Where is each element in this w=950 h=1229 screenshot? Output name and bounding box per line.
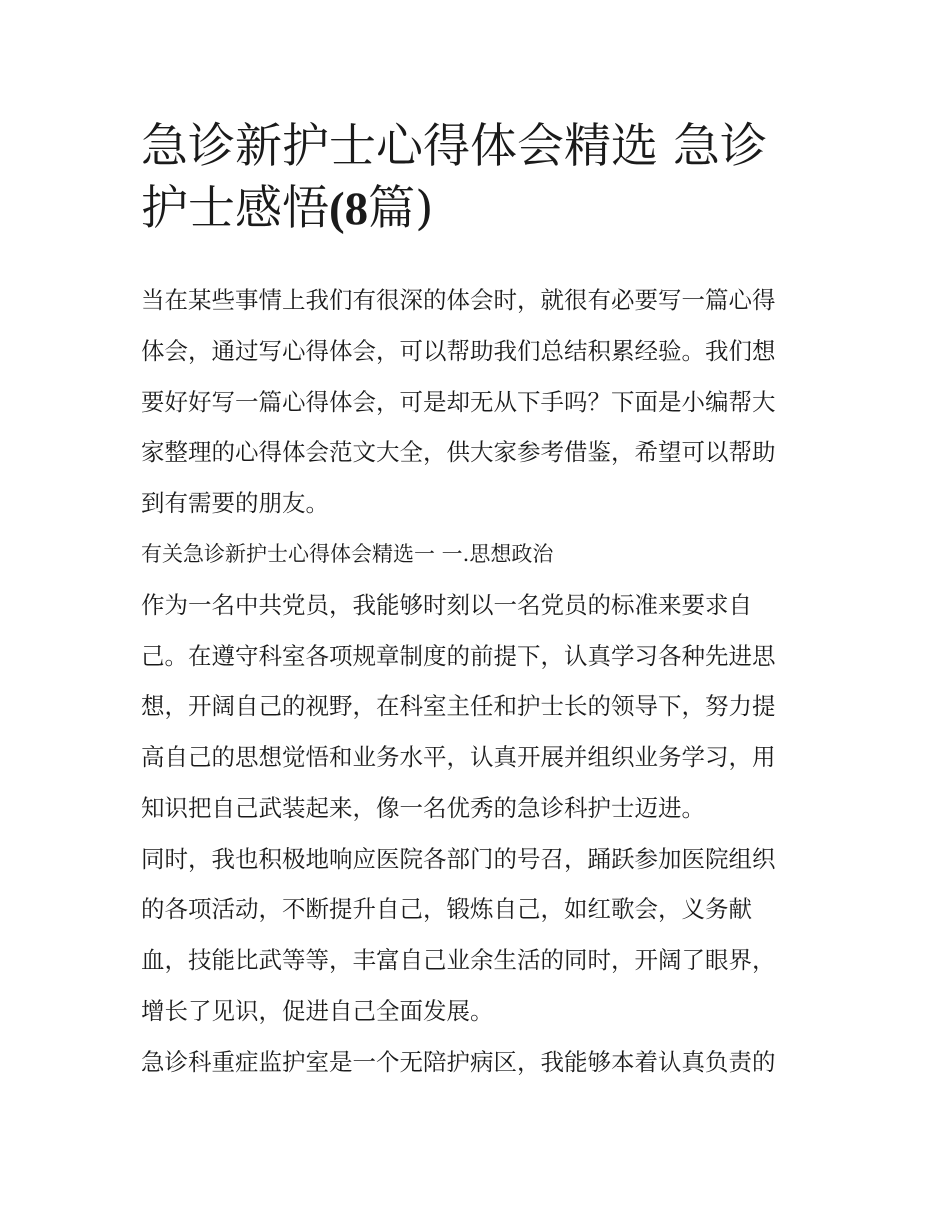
paragraph-1-line: 高自己的思想觉悟和业务水平，认真开展并组织业务学习，用: [141, 743, 776, 771]
intro-line: 体会，通过写心得体会，可以帮助我们总结积累经验。我们想: [141, 337, 776, 365]
title-line-2-prefix: 护士感悟: [141, 181, 329, 236]
paragraph-1-line: 知识把自己武装起来，像一名优秀的急诊科护士迈进。: [141, 794, 705, 822]
paragraph-2-line: 血，技能比武等等，丰富自己业余生活的同时，开阔了眼界，: [141, 946, 776, 974]
paragraph-2-line: 同时，我也积极地响应医院各部门的号召，踊跃参加医院组织: [141, 845, 776, 873]
paragraph-1-line: 作为一名中共党员，我能够时刻以一名党员的标准来要求自: [141, 591, 752, 619]
title-line-2-number: (8: [329, 183, 369, 235]
intro-line: 家整理的心得体会范文大全，供大家参考借鉴，希望可以帮助: [141, 438, 776, 466]
paragraph-3-line: 急诊科重症监护室是一个无陪护病区，我能够本着认真负责的: [141, 1048, 776, 1076]
intro-line: 到有需要的朋友。: [141, 489, 329, 517]
section-heading: 有关急诊新护士心得体会精选一 一.思想政治: [141, 542, 554, 566]
intro-line: 要好好写一篇心得体会，可是却无从下手吗？下面是小编帮大: [141, 388, 776, 416]
paragraph-1-line: 想，开阔自己的视野，在科室主任和护士长的领导下，努力提: [141, 692, 776, 720]
paragraph-2-line: 的各项活动，不断提升自己，锻炼自己，如红歌会，义务献: [141, 895, 752, 923]
paragraph-1-line: 己。在遵守科室各项规章制度的前提下，认真学习各种先进思: [141, 642, 776, 670]
intro-line: 当在某些事情上我们有很深的体会时，就很有必要写一篇心得: [141, 286, 776, 314]
paragraph-2-line: 增长了见识，促进自己全面发展。: [141, 997, 494, 1025]
title-line-1: 急诊新护士心得体会精选 急诊: [141, 119, 767, 174]
title-line-2-suffix: 篇): [368, 181, 434, 236]
document-title: [141, 116, 831, 240]
